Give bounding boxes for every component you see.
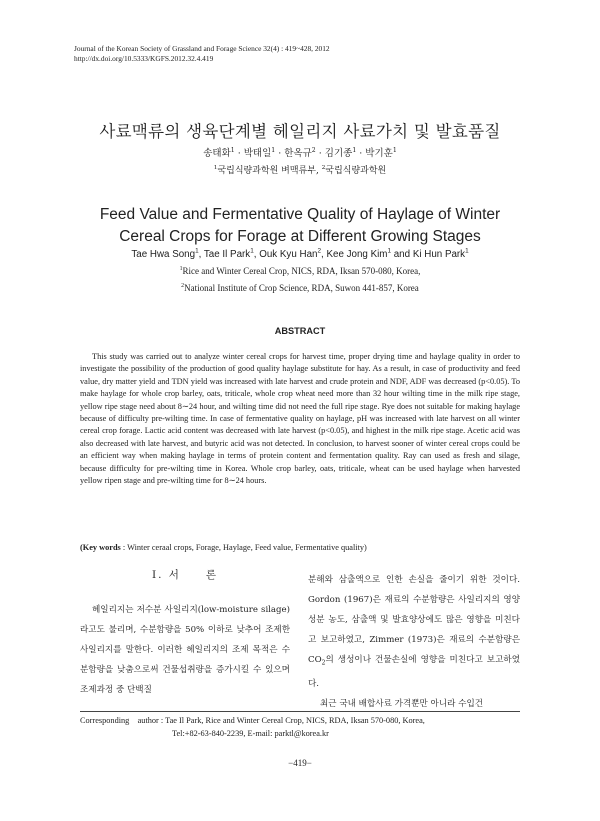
english-author-name: Ouk Kyu Han <box>259 249 318 260</box>
english-author-sup: 1 <box>250 247 254 255</box>
abstract-heading: ABSTRACT <box>274 326 326 336</box>
author-separator: · <box>315 148 325 159</box>
intro-right-column <box>308 570 520 714</box>
affil1-sup: 1 <box>179 266 183 272</box>
page-number: −419− <box>288 758 312 768</box>
english-author-sup: 1 <box>195 247 199 255</box>
korean-affiliations <box>0 163 600 176</box>
korean-author-sup: 1 <box>271 146 276 154</box>
author-separator: and <box>391 249 413 260</box>
journal-citation: Journal of the Korean Society of Grassland and Forage Science 32(4) : 419~428, 2012 <box>74 44 330 53</box>
intro-right-paragraph-2: 최근 국내 배합사료 가격뿐만 아니라 수입건 <box>320 698 484 709</box>
author-separator: · <box>356 148 366 159</box>
journal-doi: http://dx.doi.org/10.5333/KGFS.2012.32.4.419 <box>74 54 214 63</box>
korean-author-name: 송태화 <box>203 148 231 159</box>
abstract-text: This study was carried out to analyze winter cereal crops for harvest time, proper drying time and haylage quality in order to investigate the possibility of the production of good quality haylage substitute for hay. As a result, in case of productivity and feed value, dry matter yield and TDN yield was increased with late harvest and crude protein and NDF, ADF was decreased (p<0.05). To make haylage for whole crop barley, oats, triticale, whole crop wheat need more than 32 hour wilting time in the milk ripe stage, yellow ripe stage need about 8∼24 hour, and wilting time did not need the full ripe stage. Rye does not suitable for making haylage because of difficulty pre-wilting time. In case of fermentative quality on haylage, pH was increased with late harvest on all winter cereal crop forage. Lactic acid content was decreased with late harvest (p<0.05), and highest in the milk ripe stage. Acetic acid was also decreased with late harvest, and butyric acid was not detected. In conclusion, to harvest sooner of winter cereal crops could be an efficient way when making haylage in terms of protein content and fermentation quality. Ray can used as fresh and silage, because difficulty for pre-wilting time in Korea. Whole crop barley, oats, triticale, wheat can be used haylage when harvested yellow ripen stage and pre-wilting time for 8∼24 hours. <box>80 352 520 486</box>
abstract-body <box>80 351 520 487</box>
corresponding-author <box>80 714 520 740</box>
intro-right-paragraph-1 <box>308 570 520 694</box>
english-author-sup: 1 <box>387 247 392 255</box>
journal-header <box>74 44 330 64</box>
section-title-introduction: Ⅰ. 서 론 <box>151 569 219 581</box>
english-affiliation-2 <box>0 283 600 293</box>
intro-left-column: 헤일리지는 저수분 사일리지(low-moisture silage)라고도 불리며, 수분함량을 50% 이하로 낮추어 조제한 사일리지를 말한다. 이러한 헤일리지의 조제 목적은 수분함량을 낮춤으로써 건물섭취량을 증가시킬 수 있으며 조제과정 중 단백질 <box>80 605 290 695</box>
korean-affil-sup: 2 <box>321 165 326 171</box>
english-author-name: Ki Hun Park <box>412 249 466 260</box>
footnote-divider <box>80 711 520 712</box>
korean-title: 사료맥류의 생육단계별 헤일리지 사료가치 및 발효품질 <box>99 122 501 141</box>
affil2-sup: 2 <box>181 283 185 289</box>
corresponding-line1: Corresponding author : Tae Il Park, Rice and Winter Cereal Crop, NICS, RDA, Iksan 570-080, Korea, <box>80 716 425 725</box>
korean-author-sup: 1 <box>392 146 397 154</box>
english-author-sup: 1 <box>465 247 469 255</box>
korean-author-sup: 1 <box>230 146 235 154</box>
korean-author-name: 한옥규 <box>284 148 312 159</box>
korean-author-sup: 1 <box>352 146 357 154</box>
co2-subscript: 2 <box>321 659 326 667</box>
author-separator: , <box>321 249 327 260</box>
english-author-name: Tae Hwa Song <box>131 249 196 260</box>
korean-author-name: 박태일 <box>243 148 272 159</box>
korean-authors <box>0 145 600 159</box>
author-separator: · <box>234 148 244 159</box>
korean-author-name: 박기훈 <box>365 148 393 159</box>
affil1-text: Rice and Winter Cereal Crop, NICS, RDA, Iksan 570-080, Korea, <box>182 266 421 276</box>
author-separator: , <box>253 249 260 260</box>
korean-author-name: 김기종 <box>324 148 353 159</box>
english-title-line2: Cereal Crops for Forage at Different Growing Stages <box>119 228 481 245</box>
keywords-label: (Key words <box>80 543 121 552</box>
korean-affil-sup: 1 <box>213 165 218 171</box>
keywords <box>80 543 520 552</box>
english-author-name: Kee Jong Kim <box>326 249 388 260</box>
korean-author-sup: 2 <box>311 146 316 154</box>
english-author-name: Tae Il Park <box>203 249 251 260</box>
keywords-text: : Winter ceraal crops, Forage, Haylage, Feed value, Fermentative quality) <box>120 543 367 552</box>
english-title <box>0 204 600 248</box>
english-authors <box>0 249 600 260</box>
intro-right-text-a: 분해와 삼출액으로 인한 손실을 줄이기 위한 것이다. Gordon (1967)은 재료의 수분함량은 사일리지의 영양성분 농도, 삼출액 및 발효양상에도 많은 영향을 미친다고 보고하였고, Zimmer (1973)은 재료의 수분함량은 CO <box>308 575 520 665</box>
english-title-line1: Feed Value and Fermentative Quality of Haylage of Winter <box>99 206 501 223</box>
korean-affil-text: 국립식량과학원 벼맥류부, <box>217 166 322 176</box>
corresponding-line2: Tel:+82-63-840-2239, E-mail: parktl@korea.kr <box>172 729 329 738</box>
english-affiliation-1 <box>0 266 600 276</box>
intro-right-text-b: 의 생성이나 건물손실에 영향을 미친다고 보고하였다. <box>308 655 520 689</box>
korean-affil-text: 국립식량과학원 <box>325 166 387 176</box>
author-separator: , <box>198 249 204 260</box>
affil2-text: National Institute of Crop Science, RDA, Suwon 441-857, Korea <box>184 283 419 293</box>
english-author-sup: 2 <box>317 247 322 255</box>
author-separator: · <box>275 148 285 159</box>
